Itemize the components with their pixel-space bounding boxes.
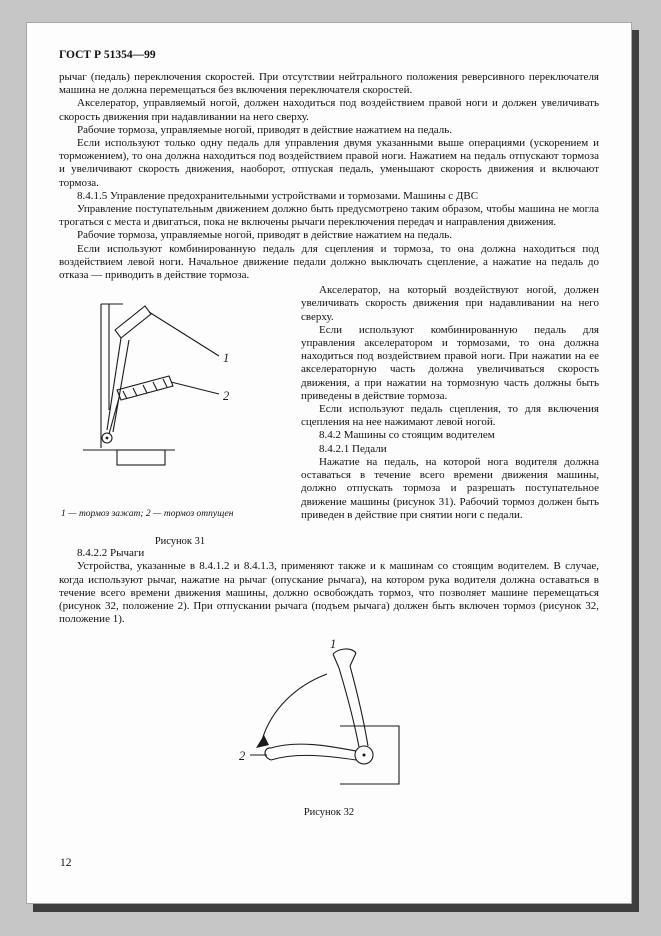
document-header-title: ГОСТ Р 51354—99	[59, 49, 156, 61]
paragraph: Рабочие тормоза, управляемые ногой, приводят в действие нажатием на педаль.	[77, 123, 453, 136]
paragraph: Акселератор, управляемый ногой, должен находиться под воздействием правой ноги и должен увеличивать скорость движения при надавливании на него сверху.	[59, 97, 599, 123]
figure31-caption: Рисунок 31	[154, 536, 206, 548]
figure31-label-2: 2	[223, 389, 230, 404]
paragraph: Если используют комбинированную педаль для сцепления и тормоза, то она должна находиться под воздействием левой ноги. Начальное движение педали должно выключать сцепление, а нажатие на педаль до отказа — приводить в действие тормоза.	[59, 242, 599, 282]
paragraph: Акселератор, на который воздействуют ногой, должен увеличивать скорость движения при надавливании на него сверху.	[301, 284, 599, 323]
figure31-section	[59, 284, 599, 547]
paragraph: рычаг (педаль) переключения скоростей. При отсутствии нейтрального положения реверсивного переключателя машина не должна перемещаться без включения переключателя скоростей.	[59, 71, 599, 97]
lever-diagram-figure-32	[237, 636, 422, 800]
figure31-side-text	[301, 284, 599, 547]
section-heading-8421: 8.4.2.1 Педали	[319, 442, 387, 455]
paragraph: Если используют только одну педаль для управления двумя указанными выше операциями (ускорением и торможением), то она должна находиться под воздействием правой ноги. Нажатием на педаль отпускают тормоза и увеличивают скорость движения, наоборот, отпуская педаль, уменьшают скорость движения и включают тормоза.	[59, 137, 599, 189]
figure32-label-2: 2	[238, 749, 245, 764]
figure32-caption: Рисунок 32	[303, 807, 355, 819]
figure-31	[59, 284, 301, 547]
paragraph: Устройства, указанные в 8.4.1.2 и 8.4.1.3, применяют также и к машинам со стоящим водителем. В случае, когда используют рычаг, нажатие на рычаг (опускание рычага), на котором рука водителя должна оставаться в течение всего времени движения машины, должно освобождать тормоз, что позволяет машине перемещаться (рисунок 32, положение 2). При отпускании рычага (подъем рычага) должен быть включен тормоз (рисунок 32, положение 1).	[59, 560, 599, 626]
figure32-label-1: 1	[329, 637, 336, 652]
paragraph: Если используют комбинированную педаль для управления акселератором и тормозами, то она должна находиться под воздействием правой ноги. При нажатии на ее акселераторную часть должна увеличиваться скорость движения, а при нажатии на тормозную часть должны быть приведены в действие тормоза.	[301, 323, 599, 402]
section-heading-8422: 8.4.2.2 Рычаги	[77, 547, 145, 560]
pedal-diagram-figure-31	[71, 294, 246, 486]
paragraph: Нажатие на педаль, на которой нога водителя должна оставаться в течение всего времени движения машины, должно отпускать тормоза и разрешать поступательное движение машины (рисунок 31). Рабочий тормоз должен быть приведен в действие при снятии ноги с педали.	[301, 455, 599, 521]
figure-32	[59, 636, 599, 818]
figure31-label-1: 1	[223, 351, 230, 366]
document-page	[26, 22, 632, 904]
paragraph: Рабочие тормоза, управляемые ногой, приводят в действие нажатием на педаль.	[77, 229, 453, 242]
paragraph: Если используют педаль сцепления, то для включения сцепления на нее нажимают левой ногой.	[301, 403, 599, 429]
figure31-legend: 1 — тормоз зажат; 2 — тормоз отпущен	[61, 509, 234, 520]
section-heading-842: 8.4.2 Машины со стоящим водителем	[319, 429, 495, 442]
page-number: 12	[60, 857, 72, 869]
paragraph: Управление поступательным движением должно быть предусмотрено таким образом, чтобы машина не могла трогаться с места и двигаться, пока не включены рычаги переключения передач и направления движения.	[59, 203, 599, 229]
section-heading-8415: 8.4.1.5 Управление предохранительными устройствами и тормозами. Машины с ДВС	[77, 189, 479, 202]
